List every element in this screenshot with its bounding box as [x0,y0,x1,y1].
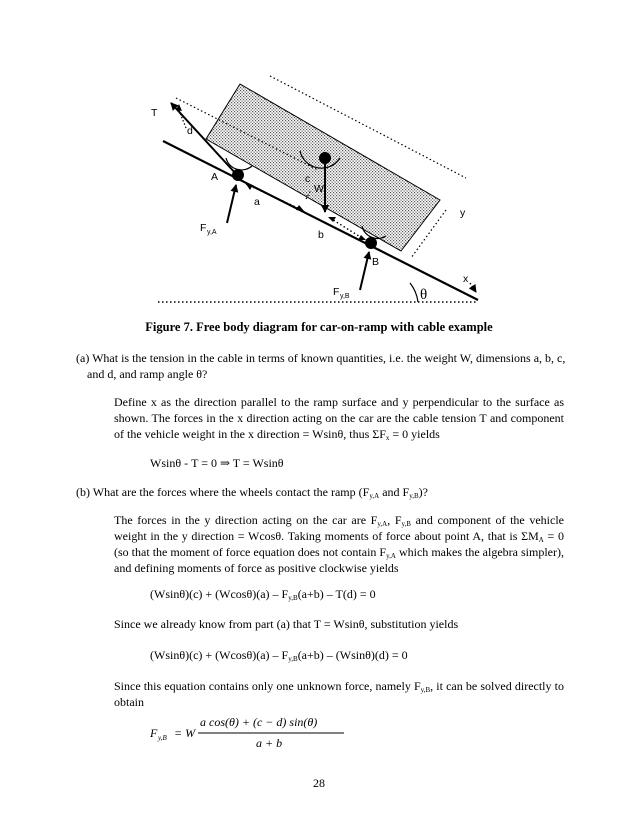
final-numerator: a cos(θ) + (c − d) sin(θ) [200,715,318,729]
fya-arrow [227,185,236,223]
label-T: T [151,107,158,119]
question-a: (a) What is the tension in the cable in terms of known quantities, i.e. the weight W, dimensions a, b, c, and d, and ramp angle θ? [76,351,566,381]
label-fyb: F [333,286,340,298]
x-axis-arrow [470,283,476,292]
label-x: x [463,273,469,285]
final-lhs-sub: y,B [158,734,167,742]
question-b: (b) What are the forces where the wheels contact the ramp ($F_{y,A}$ and $F_{y,B}$)? [76,485,428,500]
fyb-arrow [360,252,369,290]
label-d: d [187,125,193,137]
label-theta: θ [420,287,428,303]
label-fya: F [200,222,207,234]
final-lhs: F [150,726,158,740]
label-fyb-sub: y,B [340,293,350,300]
label-b: b [318,229,324,241]
final-equation [148,714,388,754]
free-body-diagram [0,0,638,320]
final-equals-w: = W [174,726,196,740]
label-c: c [305,173,311,185]
answer-b-body: The forces in the y direction acting on the car are $F_{y,A}$, $F_{y,B}$ and component of the vehicle weight in the y direction = Wcosθ. Taking moments of force about point A, that is $\Sigma M_A = 0$ (so that the moment of force equation does not contain $F_{y,A}$ which makes the algebra simpler), and defining moments of force as positive clockwise yields [114,513,564,575]
label-B: B [372,256,380,268]
label-fya-sub: y,A [207,229,217,236]
page-number: 28 [313,776,325,790]
point-a [232,169,244,181]
figure-caption: Figure 7. Free body diagram for car-on-ramp with cable example [145,320,493,334]
label-W: W [314,183,324,195]
label-y: y [460,207,466,219]
final-denominator: a + b [256,736,283,750]
car-body [206,84,440,251]
theta-arc [410,283,418,302]
substituted-equation: $(Wsin\theta)(c) + (Wcos\theta)(a) - F_{y,B}(a+b) - (Wsin\theta)(d) = 0$ [150,648,408,663]
point-b [365,237,377,249]
equation-tension: Wsinθ - T = 0 ⇒ T = Wsinθ [150,456,284,470]
answer-a-body: Define x as the direction parallel to the ramp surface and y perpendicular to the surface as shown. The forces in the x direction acting on the car are the cable tension T and component of the vehicle weight in the x direction = Wsinθ, thus $\Sigma F_x = 0$ yields [114,395,564,442]
substitution-text: Since we already know from part (a) that T = Wsinθ, substitution yields [114,617,459,631]
moment-equation: $(Wsin\theta)(c) + (Wcos\theta)(a) - F_{y,B}(a+b) - T(d) = 0$ [150,587,376,602]
label-A: A [211,171,219,183]
solve-text: Since this equation contains only one unknown force, namely $F_{y,B}$, it can be solved directly to obtain [114,679,564,709]
label-a: a [254,196,260,208]
